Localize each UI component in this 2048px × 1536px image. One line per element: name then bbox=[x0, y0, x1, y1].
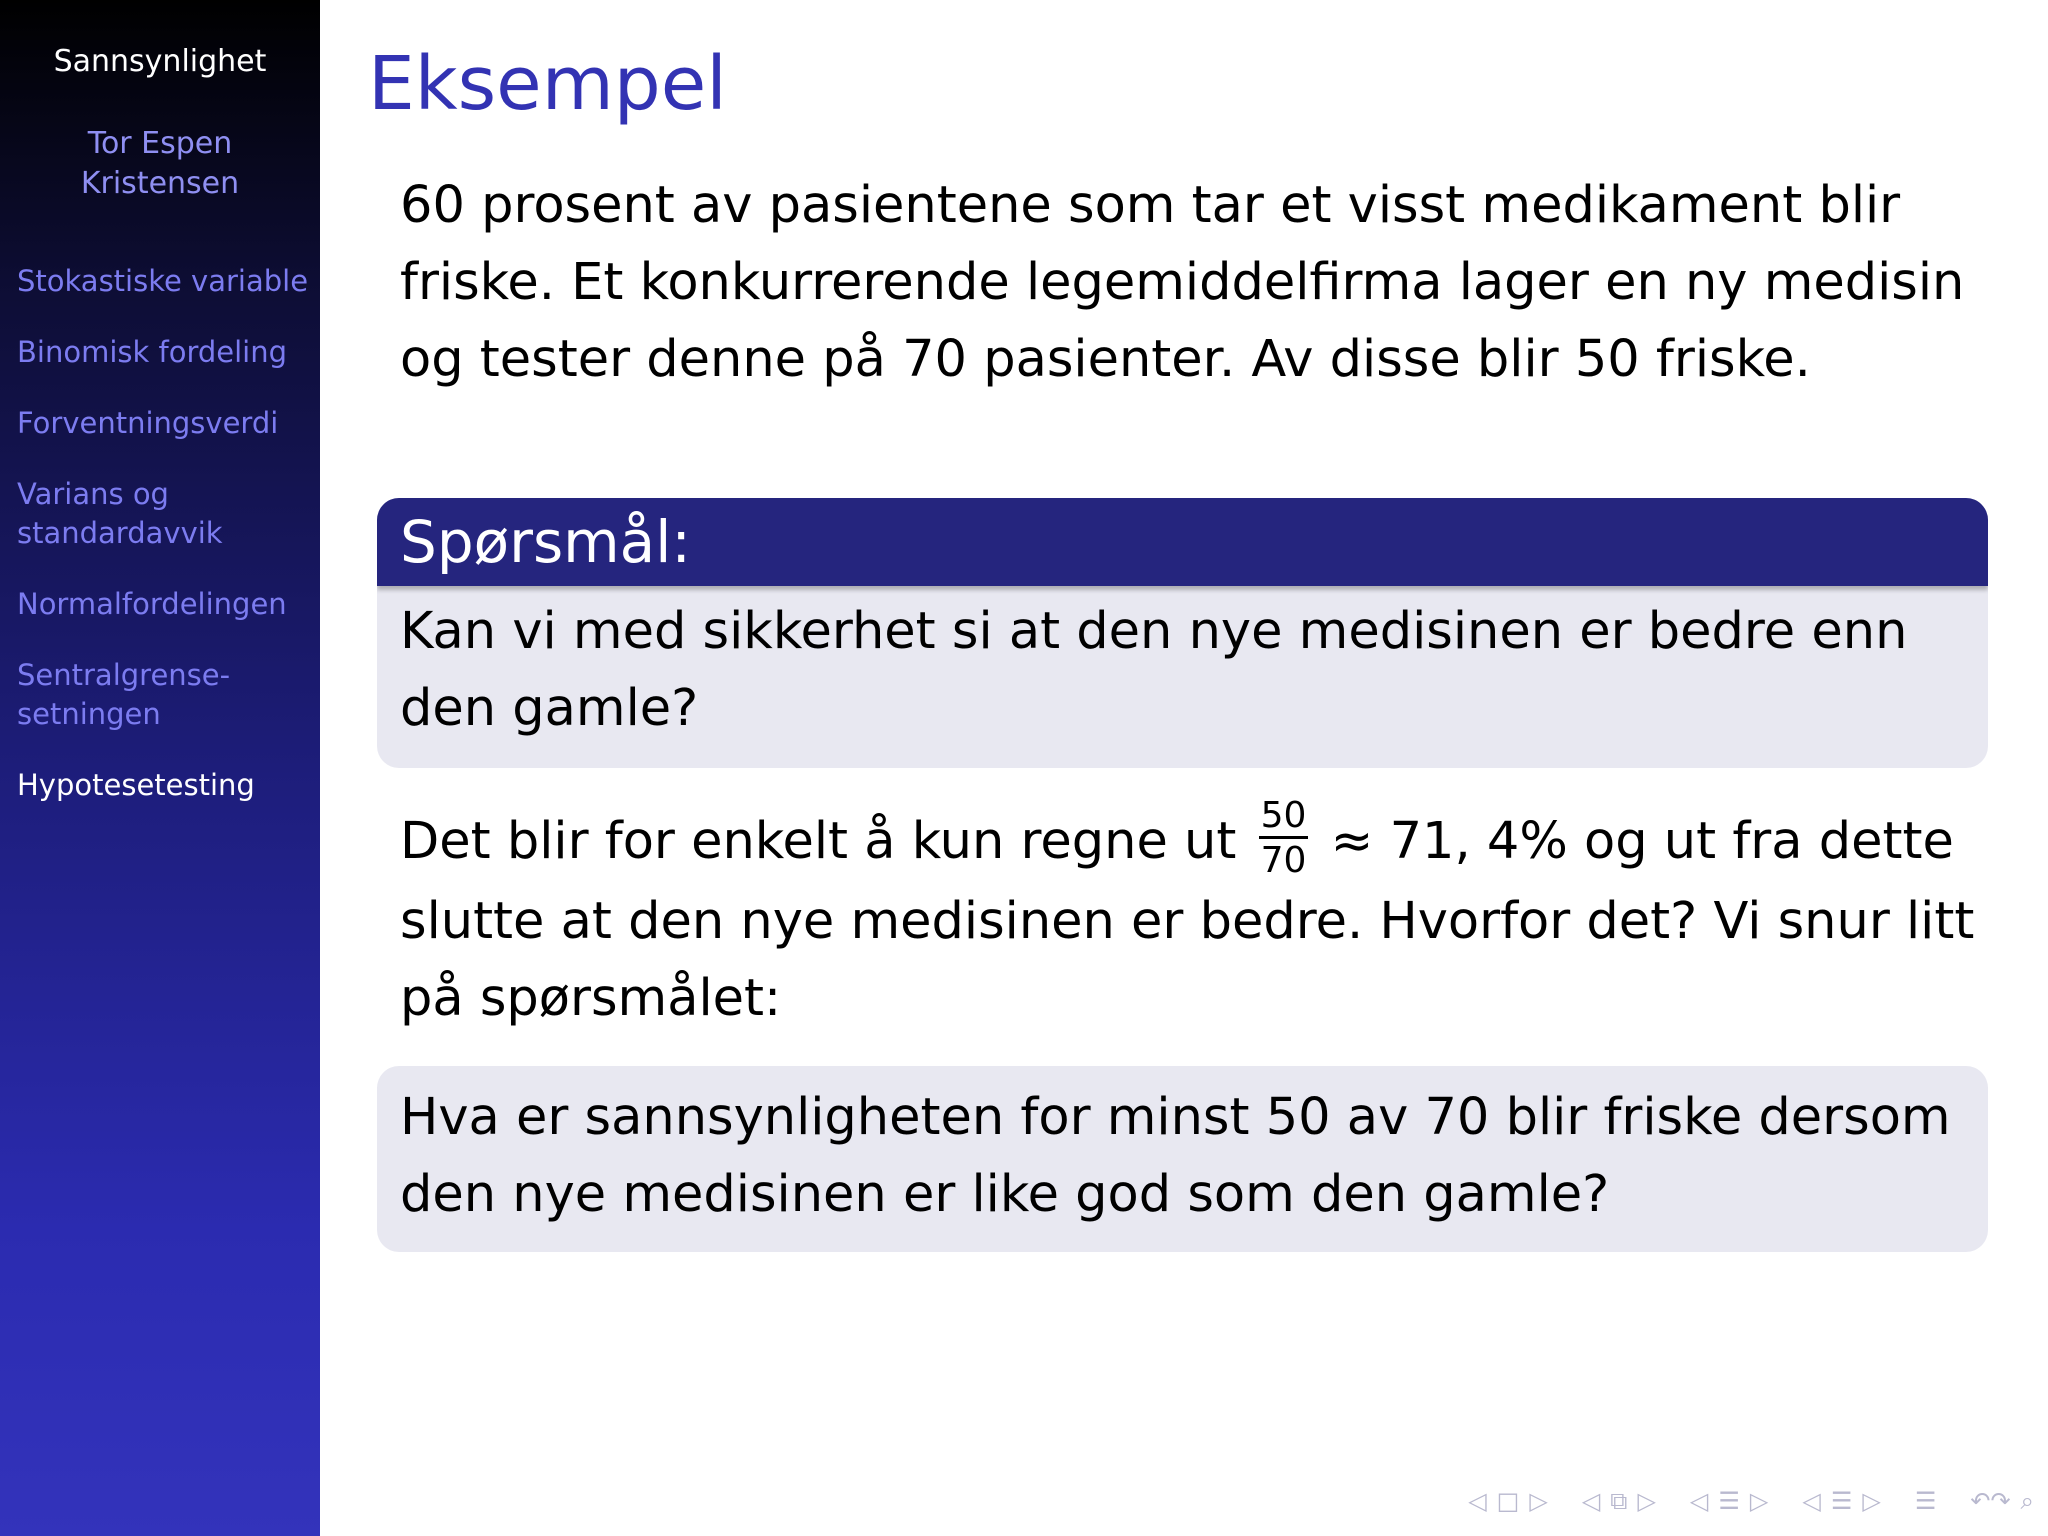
document-icon[interactable]: ☰ bbox=[1830, 1487, 1853, 1515]
section-next-arrow-icon[interactable]: ▷ bbox=[1749, 1487, 1769, 1515]
nav-item-label-line1: Varians og bbox=[17, 477, 169, 511]
nav-item-label-line1: Sentralgrense- bbox=[17, 658, 231, 692]
nav-item-forventningsverdi[interactable]: Forventningsverdi bbox=[17, 406, 279, 440]
nav-item-normalfordelingen[interactable]: Normalfordelingen bbox=[17, 587, 287, 621]
highlight-block bbox=[377, 1066, 1988, 1252]
frame-prev-arrow-icon[interactable]: ◁ bbox=[1468, 1487, 1487, 1515]
nav-item-stokastiske-variable[interactable]: Stokastiske variable bbox=[17, 264, 309, 298]
nav-item-label-line2: setningen bbox=[17, 697, 161, 731]
frame-icon[interactable]: □ bbox=[1496, 1487, 1520, 1515]
subsection-prev-arrow-icon[interactable]: ◁ bbox=[1581, 1487, 1601, 1515]
intro-paragraph: 60 prosent av pasientene som tar et visst medikament blir friske. Et konkurrerende legemiddelfirma lager en ny medisin og tester denne på 70 pasienter. Av disse blir 50 friske. bbox=[400, 176, 1965, 389]
author-name-line1: Tor Espen bbox=[87, 126, 233, 161]
author-name-line2: Kristensen bbox=[80, 166, 240, 201]
fraction bbox=[1259, 796, 1309, 883]
section-prev-arrow-icon[interactable]: ◁ bbox=[1689, 1487, 1709, 1515]
appendix-icon[interactable]: ☰ bbox=[1914, 1487, 1937, 1515]
subsection-icon[interactable]: ⧉ bbox=[1610, 1487, 1628, 1515]
navigation-symbols bbox=[1468, 1486, 2034, 1516]
nav-item-label-line2: standardavvik bbox=[17, 516, 223, 550]
nav-item-hypotesetesting[interactable]: Hypotesetesting bbox=[17, 768, 255, 802]
explanation-text-before: Det blir for enkelt å kun regne ut bbox=[400, 812, 1237, 871]
section-navigation bbox=[17, 262, 313, 837]
nav-item-binomisk-fordeling[interactable]: Binomisk fordeling bbox=[17, 335, 288, 369]
document-prev-arrow-icon[interactable]: ◁ bbox=[1802, 1487, 1821, 1515]
fraction-numerator: 50 bbox=[1259, 796, 1309, 839]
nav-item-varians-og-standardavvik[interactable] bbox=[17, 475, 313, 553]
document-next-arrow-icon[interactable]: ▷ bbox=[1862, 1487, 1881, 1515]
explanation-text-after: ≈ 71, 4% og ut fra dette slutte at den nye medisinen er bedre. Hvorfor det? Vi snur litt på spørsmålet: bbox=[400, 812, 1975, 1028]
explanation-paragraph bbox=[400, 796, 2000, 1037]
nav-item-sentralgrensesetningen[interactable] bbox=[17, 656, 313, 734]
author-name[interactable] bbox=[0, 124, 320, 204]
highlight-block-body: Hva er sannsynligheten for minst 50 av 70 blir friske dersom den nye medisinen er like god som den gamle? bbox=[400, 1088, 1951, 1224]
section-icon[interactable]: ☰ bbox=[1718, 1487, 1740, 1515]
subsection-next-arrow-icon[interactable]: ▷ bbox=[1637, 1487, 1656, 1515]
frame-next-arrow-icon[interactable]: ▷ bbox=[1529, 1487, 1548, 1515]
sidebar bbox=[0, 0, 320, 1536]
frame-title: Eksempel bbox=[368, 41, 727, 127]
search-icon[interactable]: ⌕ bbox=[2020, 1487, 2034, 1515]
question-block-heading: Spørsmål: bbox=[377, 498, 1988, 586]
question-block-body: Kan vi med sikkerhet si at den nye medisinen er bedre enn den gamle? bbox=[400, 602, 1908, 738]
presentation-title[interactable]: Sannsynlighet bbox=[53, 44, 267, 79]
question-block bbox=[377, 498, 1988, 768]
back-forward-icon[interactable]: ↶↷ bbox=[1970, 1487, 2011, 1515]
fraction-denominator: 70 bbox=[1260, 840, 1307, 881]
